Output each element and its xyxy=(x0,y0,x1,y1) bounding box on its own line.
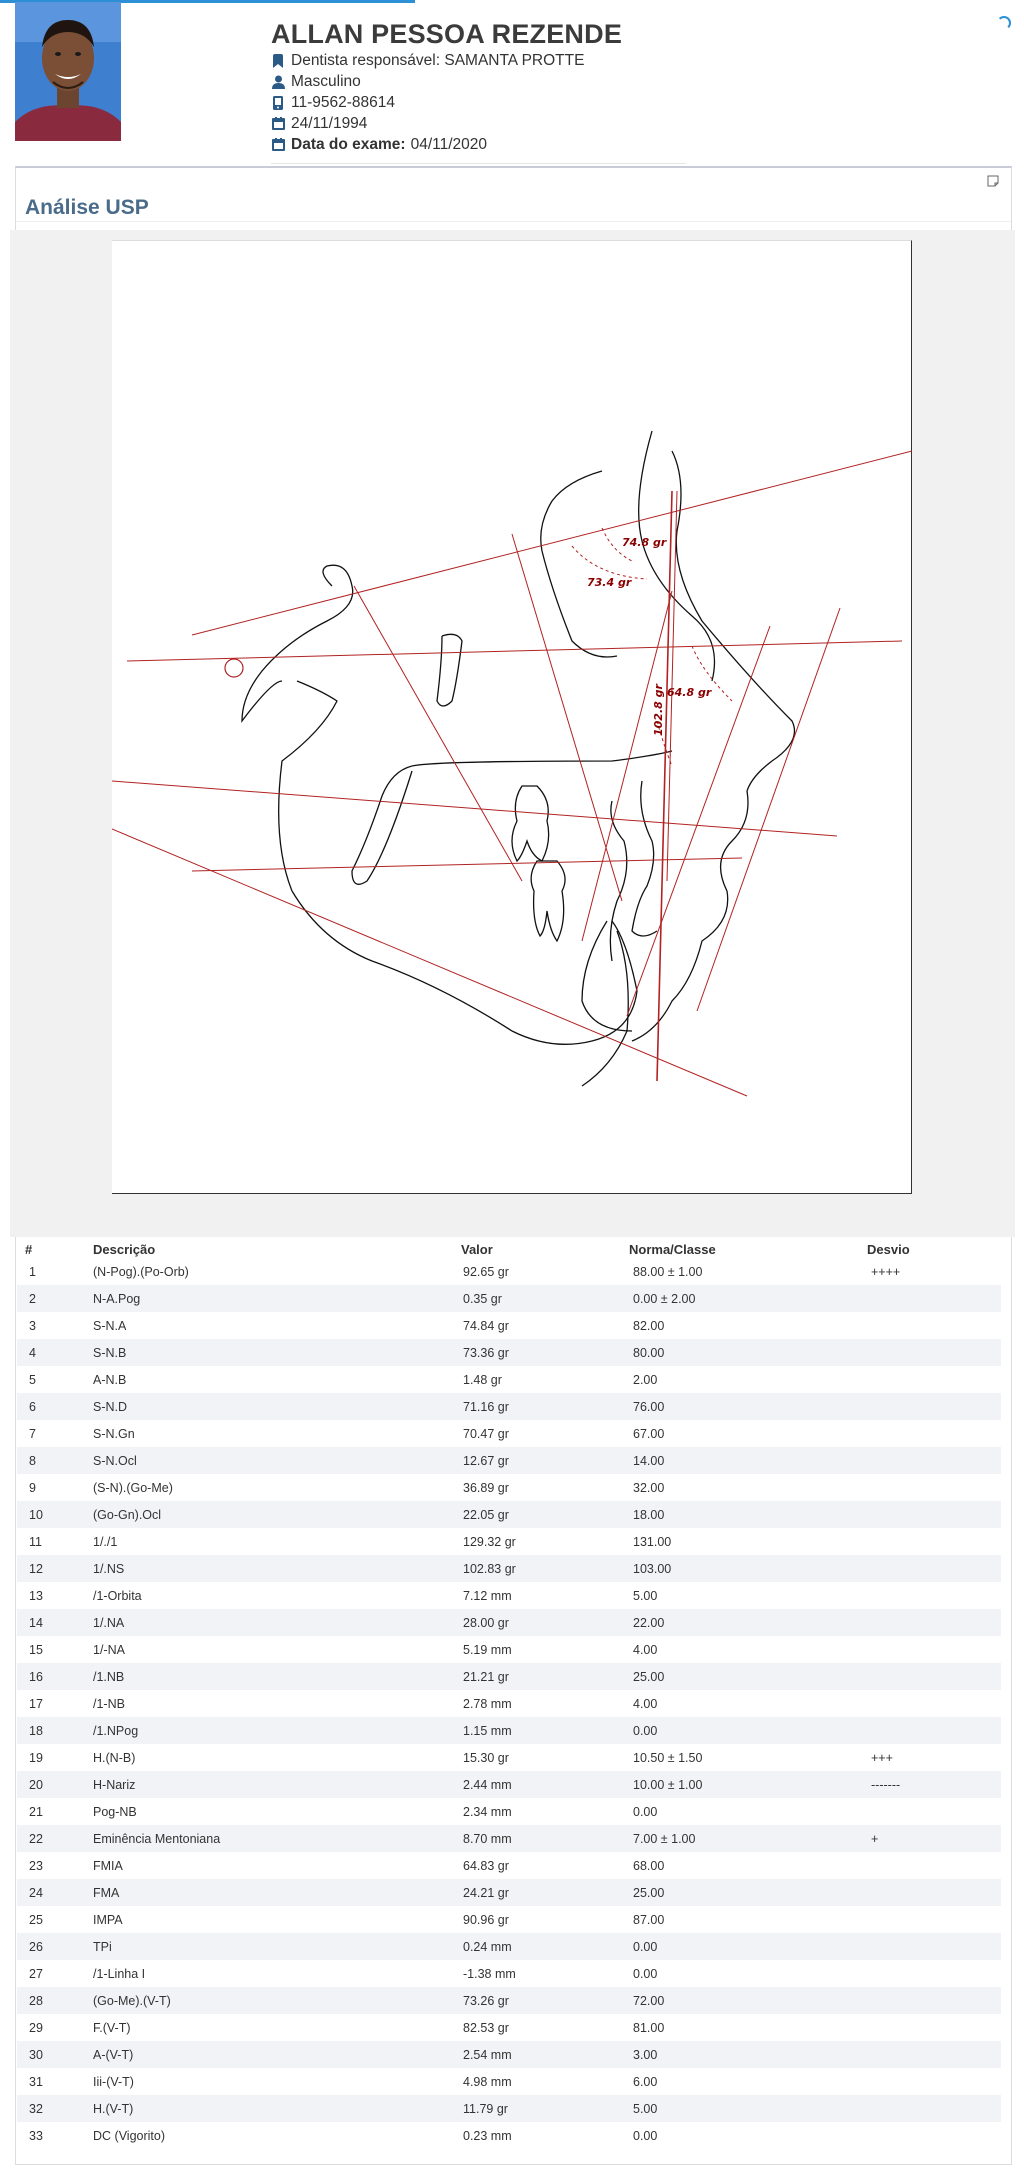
calendar-check-icon xyxy=(271,138,285,152)
row-num: 16 xyxy=(29,1669,43,1684)
patient-birth-date: 24/11/1994 xyxy=(291,114,368,132)
row-dev xyxy=(867,2095,1001,2122)
phone-icon xyxy=(271,96,285,110)
row-desc: 1/.NS xyxy=(93,1561,125,1576)
row-num: 27 xyxy=(29,1966,43,1981)
row-value: 2.78 mm xyxy=(463,1696,512,1711)
row-value: 28.00 gr xyxy=(463,1615,509,1630)
row-value: 73.36 gr xyxy=(463,1345,509,1360)
row-norm: 131.00 xyxy=(633,1534,672,1549)
row-num: 18 xyxy=(29,1723,43,1738)
chin-soft-tissue xyxy=(582,931,628,1086)
table-row xyxy=(17,1447,1001,1474)
table-row xyxy=(17,1987,1001,2014)
row-value: 11.79 gr xyxy=(463,2101,508,2116)
table-row xyxy=(17,1393,1001,1420)
row-value: 92.65 gr xyxy=(463,1264,509,1279)
loading-spinner-icon xyxy=(997,16,1011,30)
row-num: 4 xyxy=(29,1345,36,1360)
row-dev: + xyxy=(871,1831,879,1846)
row-value: 15.30 gr xyxy=(463,1750,509,1765)
row-norm: 0.00 xyxy=(633,1966,658,1981)
row-num: 23 xyxy=(29,1858,43,1873)
row-desc: 1/./1 xyxy=(93,1534,118,1549)
row-dev xyxy=(867,1690,1001,1717)
table-row xyxy=(17,1555,1001,1582)
table-row xyxy=(17,1636,1001,1663)
row-dev xyxy=(867,1798,1001,1825)
row-value: 64.83 gr xyxy=(463,1858,509,1873)
row-value: 5.19 mm xyxy=(463,1642,512,1657)
table-body xyxy=(17,1258,1001,2149)
row-value: 0.23 mm xyxy=(463,2128,512,2143)
row-desc: S-N.A xyxy=(93,1318,127,1333)
row-value: 70.47 gr xyxy=(463,1426,509,1441)
row-desc: 1/-NA xyxy=(93,1642,125,1657)
row-num: 21 xyxy=(29,1804,43,1819)
row-dev xyxy=(867,1285,1001,1312)
row-norm: 25.00 xyxy=(633,1885,665,1900)
cephalometric-tracing xyxy=(112,240,912,1194)
table-row xyxy=(17,1420,1001,1447)
arc-snb xyxy=(572,546,647,579)
dentist-name: Dentista responsável: SAMANTA PROTTE xyxy=(291,51,585,69)
table-row xyxy=(17,1825,1001,1852)
header-num: # xyxy=(25,1241,33,1257)
row-norm: 81.00 xyxy=(633,2020,665,2035)
row-dev: +++ xyxy=(871,1750,893,1765)
exam-date: 04/11/2020 xyxy=(410,135,488,153)
row-norm: 76.00 xyxy=(633,1399,665,1414)
row-dev xyxy=(867,1906,1001,1933)
row-desc: S-N.Ocl xyxy=(93,1453,137,1468)
row-dev xyxy=(867,1501,1001,1528)
row-num: 2 xyxy=(29,1291,36,1306)
row-norm: 22.00 xyxy=(633,1615,665,1630)
calendar-icon xyxy=(271,117,285,131)
table-row xyxy=(17,1744,1001,1771)
table-row xyxy=(17,2068,1001,2095)
table-row xyxy=(17,1933,1001,1960)
row-norm: 5.00 xyxy=(633,1588,658,1603)
row-num: 20 xyxy=(29,1777,43,1792)
phone-row xyxy=(271,92,686,113)
row-value: 21.21 gr xyxy=(463,1669,509,1684)
table-row xyxy=(17,2041,1001,2068)
row-value: 74.84 gr xyxy=(463,1318,509,1333)
row-value: 36.89 gr xyxy=(463,1480,509,1495)
row-desc: /1-Linha I xyxy=(93,1966,146,1981)
header-desc: Descrição xyxy=(93,1241,156,1257)
row-desc: /1.NPog xyxy=(93,1723,139,1738)
table-row xyxy=(17,1717,1001,1744)
row-num: 8 xyxy=(29,1453,36,1468)
dentist-row xyxy=(271,50,686,71)
table-row xyxy=(17,1528,1001,1555)
row-num: 1 xyxy=(29,1264,36,1279)
row-num: 14 xyxy=(29,1615,43,1630)
row-value: 90.96 gr xyxy=(463,1912,509,1927)
row-desc: A-(V-T) xyxy=(93,2047,134,2062)
row-value: 24.21 gr xyxy=(463,1885,509,1900)
row-norm: 7.00 ± 1.00 xyxy=(633,1831,696,1846)
row-dev xyxy=(867,1717,1001,1744)
row-num: 3 xyxy=(29,1318,36,1333)
row-dev xyxy=(867,1933,1001,1960)
row-norm: 18.00 xyxy=(633,1507,665,1522)
row-dev xyxy=(867,2014,1001,2041)
table-row xyxy=(17,1285,1001,1312)
patient-name: ALLAN PESSOA REZENDE xyxy=(271,19,623,49)
row-dev xyxy=(867,1420,1001,1447)
row-value: 73.26 gr xyxy=(463,1993,509,2008)
row-num: 17 xyxy=(29,1696,43,1711)
row-norm: 10.00 ± 1.00 xyxy=(633,1777,703,1792)
row-norm: 32.00 xyxy=(633,1480,665,1495)
row-dev xyxy=(867,1609,1001,1636)
row-dev xyxy=(867,1555,1001,1582)
row-num: 10 xyxy=(29,1507,43,1522)
row-norm: 5.00 xyxy=(633,2101,658,2116)
row-desc: (Go-Me).(V-T) xyxy=(93,1993,171,2008)
row-norm: 68.00 xyxy=(633,1858,665,1873)
row-desc: N-A.Pog xyxy=(93,1291,141,1306)
row-value: 2.34 mm xyxy=(463,1804,512,1819)
table-row xyxy=(17,1609,1001,1636)
row-dev: ------- xyxy=(871,1777,901,1792)
table-row xyxy=(17,1852,1001,1879)
note-icon[interactable] xyxy=(987,174,999,192)
row-norm: 3.00 xyxy=(633,2047,658,2062)
upper-molar xyxy=(512,786,549,861)
row-norm: 88.00 ± 1.00 xyxy=(633,1264,703,1279)
row-value: 82.53 gr xyxy=(463,2020,509,2035)
row-desc: F.(V-T) xyxy=(93,2020,131,2035)
row-num: 29 xyxy=(29,2020,43,2035)
row-desc: FMA xyxy=(93,1885,120,1900)
row-dev xyxy=(867,1366,1001,1393)
label-fmia: 64.8 gr xyxy=(667,686,712,699)
row-norm: 0.00 xyxy=(633,1723,658,1738)
row-value: 2.44 mm xyxy=(463,1777,512,1792)
orbit-contour xyxy=(541,471,617,657)
row-num: 11 xyxy=(29,1534,42,1549)
row-dev xyxy=(867,1393,1001,1420)
tooth-icon xyxy=(271,54,285,68)
patient-gender: Masculino xyxy=(291,72,361,90)
row-num: 24 xyxy=(29,1885,43,1900)
row-dev xyxy=(867,1663,1001,1690)
tracing-svg xyxy=(112,241,912,1195)
row-dev xyxy=(867,1339,1001,1366)
row-norm: 0.00 ± 2.00 xyxy=(633,1291,696,1306)
row-desc: S-N.Gn xyxy=(93,1426,135,1441)
row-norm: 4.00 xyxy=(633,1642,658,1657)
row-dev xyxy=(867,2068,1001,2095)
table-row xyxy=(17,1771,1001,1798)
row-value: 7.12 mm xyxy=(463,1588,512,1603)
row-norm: 80.00 xyxy=(633,1345,665,1360)
gender-row xyxy=(271,71,686,92)
label-sna: 74.8 gr xyxy=(622,536,667,549)
row-dev xyxy=(867,1879,1001,1906)
row-value: 8.70 mm xyxy=(463,1831,512,1846)
row-num: 33 xyxy=(29,2128,43,2143)
results-table xyxy=(17,1240,1001,2149)
soft-tissue-profile xyxy=(672,451,795,791)
row-norm: 0.00 xyxy=(633,2128,658,2143)
row-desc: /1-NB xyxy=(93,1696,125,1711)
table-row xyxy=(17,1312,1001,1339)
analysis-title: Análise USP xyxy=(25,196,149,219)
row-dev xyxy=(867,1474,1001,1501)
row-dev: ++++ xyxy=(871,1264,901,1279)
row-desc: 1/.NA xyxy=(93,1615,125,1630)
label-impa: 102.8 gr xyxy=(652,684,665,736)
row-num: 9 xyxy=(29,1480,36,1495)
table-row xyxy=(17,2095,1001,2122)
row-desc: Eminência Mentoniana xyxy=(93,1831,221,1846)
table-row xyxy=(17,1339,1001,1366)
birth-row xyxy=(271,113,686,134)
label-snb: 73.4 gr xyxy=(587,576,632,589)
row-desc: TPi xyxy=(93,1939,112,1954)
row-desc: FMIA xyxy=(93,1858,123,1873)
row-num: 15 xyxy=(29,1642,43,1657)
row-desc: Iii-(V-T) xyxy=(93,2074,134,2089)
row-num: 13 xyxy=(29,1588,43,1603)
row-num: 6 xyxy=(29,1399,36,1414)
row-num: 7 xyxy=(29,1426,36,1441)
row-norm: 4.00 xyxy=(633,1696,658,1711)
table-row xyxy=(17,1366,1001,1393)
row-desc: (S-N).(Go-Me) xyxy=(93,1480,173,1495)
row-norm: 72.00 xyxy=(633,1993,665,2008)
pterygoid-fissure xyxy=(437,634,462,706)
row-desc: S-N.D xyxy=(93,1399,128,1414)
row-norm: 87.00 xyxy=(633,1912,665,1927)
row-desc: (N-Pog).(Po-Orb) xyxy=(93,1264,189,1279)
table-row xyxy=(17,1879,1001,1906)
row-norm: 0.00 xyxy=(633,1804,658,1819)
table-header-row xyxy=(17,1240,1001,1258)
row-num: 32 xyxy=(29,2101,43,2116)
row-dev xyxy=(867,1582,1001,1609)
row-num: 5 xyxy=(29,1372,36,1387)
row-num: 19 xyxy=(29,1750,43,1765)
table-row xyxy=(17,1258,1001,1285)
occlusal-line xyxy=(192,858,742,871)
row-value: 0.24 mm xyxy=(463,1939,512,1954)
angle-labels xyxy=(587,536,712,736)
row-desc: Pog-NB xyxy=(93,1804,137,1819)
row-dev xyxy=(867,1447,1001,1474)
row-norm: 0.00 xyxy=(633,1939,658,1954)
row-norm: 25.00 xyxy=(633,1669,665,1684)
table-row xyxy=(17,1906,1001,1933)
row-value: -1.38 mm xyxy=(463,1966,516,1981)
lower-molar xyxy=(531,861,565,941)
row-value: 12.67 gr xyxy=(463,1453,509,1468)
user-icon xyxy=(271,75,285,89)
row-num: 26 xyxy=(29,1939,43,1954)
patient-phone: 11-9562-88614 xyxy=(291,93,395,111)
row-dev xyxy=(867,1636,1001,1663)
exam-row xyxy=(271,134,686,155)
mandible-lower-border xyxy=(292,891,637,1044)
row-desc: H-Nariz xyxy=(93,1777,136,1792)
row-num: 30 xyxy=(29,2047,43,2062)
porion-marker xyxy=(225,659,243,677)
row-value: 2.54 mm xyxy=(463,2047,512,2062)
row-norm: 14.00 xyxy=(633,1453,665,1468)
row-desc: H.(N-B) xyxy=(93,1750,136,1765)
table-row xyxy=(17,1663,1001,1690)
patient-photo xyxy=(15,2,121,141)
row-desc: IMPA xyxy=(93,1912,123,1927)
row-norm: 82.00 xyxy=(633,1318,665,1333)
header-norm: Norma/Classe xyxy=(629,1241,716,1257)
header-dev: Desvio xyxy=(867,1241,910,1257)
row-norm: 67.00 xyxy=(633,1426,665,1441)
row-num: 31 xyxy=(29,2074,43,2089)
patient-header xyxy=(271,18,686,164)
table-row xyxy=(17,1798,1001,1825)
row-dev xyxy=(867,1852,1001,1879)
row-desc: (Go-Gn).Ocl xyxy=(93,1507,162,1522)
frankfort-line xyxy=(127,641,902,661)
palatal-line xyxy=(112,781,837,836)
row-value: 1.15 mm xyxy=(463,1723,512,1738)
row-norm: 6.00 xyxy=(633,2074,658,2089)
row-num: 12 xyxy=(29,1561,43,1576)
title-divider xyxy=(16,221,1011,222)
sn-line xyxy=(192,451,912,635)
row-norm: 2.00 xyxy=(633,1372,658,1387)
row-dev xyxy=(867,1987,1001,2014)
row-num: 22 xyxy=(29,1831,43,1846)
h-line xyxy=(697,608,840,1011)
table-row xyxy=(17,1690,1001,1717)
row-norm: 10.50 ± 1.50 xyxy=(633,1750,703,1765)
sella-contour xyxy=(242,565,353,721)
table-row xyxy=(17,2122,1001,2149)
go-gn-axis xyxy=(354,586,522,881)
row-desc: /1.NB xyxy=(93,1669,125,1684)
row-desc: A-N.B xyxy=(93,1372,127,1387)
row-value: 4.98 mm xyxy=(463,2074,512,2089)
palatal-plane-contour xyxy=(412,751,672,766)
row-desc: H.(V-T) xyxy=(93,2101,134,2116)
table-row xyxy=(17,2014,1001,2041)
row-value: 0.35 gr xyxy=(463,1291,502,1306)
row-dev xyxy=(867,2041,1001,2068)
row-dev xyxy=(867,1960,1001,1987)
row-value: 129.32 gr xyxy=(463,1534,516,1549)
row-num: 28 xyxy=(29,1993,43,2008)
anatomy-outline xyxy=(242,431,795,1086)
row-num: 25 xyxy=(29,1912,43,1927)
row-value: 22.05 gr xyxy=(463,1507,509,1522)
row-norm: 103.00 xyxy=(633,1561,672,1576)
upper-incisor xyxy=(632,781,657,936)
table-row xyxy=(17,1474,1001,1501)
symphysis-contour xyxy=(582,921,632,1031)
table-row xyxy=(17,1501,1001,1528)
table-row xyxy=(17,1582,1001,1609)
row-value: 1.48 gr xyxy=(463,1372,502,1387)
reference-lines xyxy=(112,451,912,1096)
header-value: Valor xyxy=(461,1241,493,1257)
upper-incisor-axis xyxy=(582,591,672,941)
row-desc: S-N.B xyxy=(93,1345,127,1360)
row-dev xyxy=(867,2122,1001,2149)
row-value: 71.16 gr xyxy=(463,1399,509,1414)
row-dev xyxy=(867,1312,1001,1339)
exam-date-label: Data do exame: xyxy=(291,135,406,153)
ramus-contour xyxy=(279,681,337,891)
table-row xyxy=(17,1960,1001,1987)
results-table-wrap xyxy=(17,1240,1001,2149)
row-value: 102.83 gr xyxy=(463,1561,516,1576)
row-desc: /1-Orbita xyxy=(93,1588,142,1603)
row-dev xyxy=(867,1528,1001,1555)
row-desc: DC (Vigorito) xyxy=(93,2128,166,2143)
